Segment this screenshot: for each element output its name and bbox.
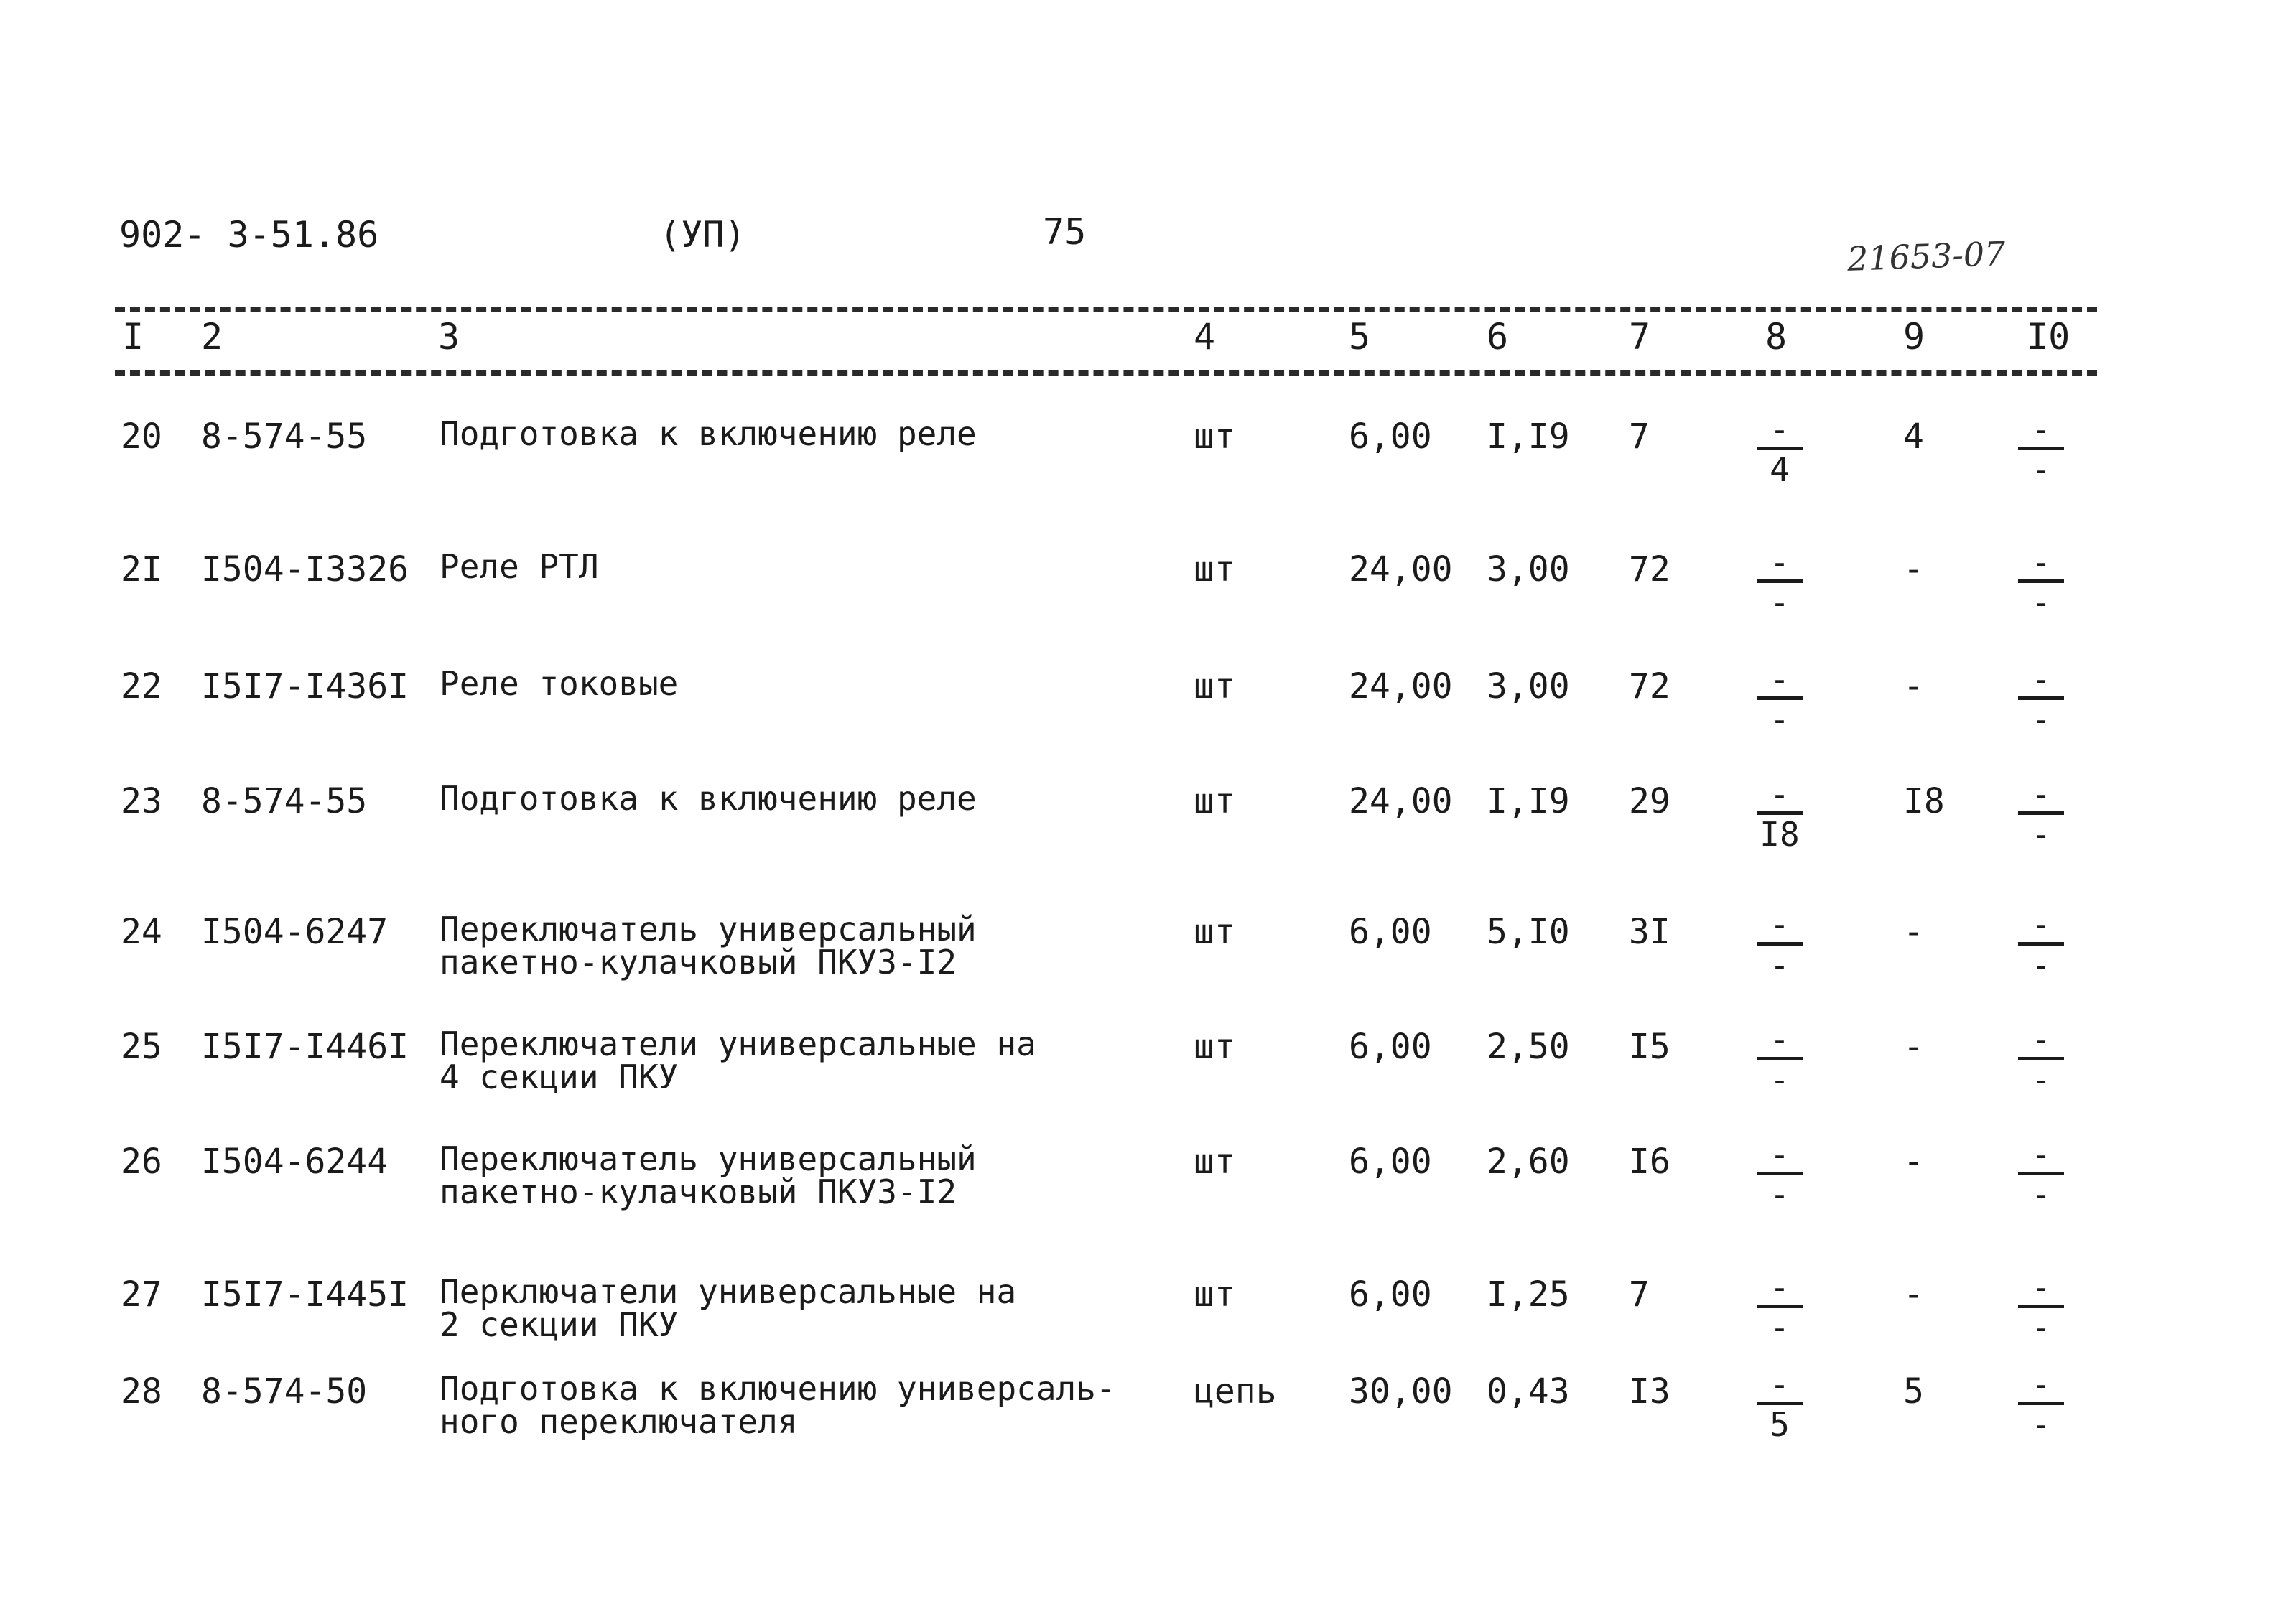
total-value: 7 bbox=[1629, 416, 1650, 457]
column-9-value: 4 bbox=[1903, 416, 1924, 457]
column-10-fraction bbox=[2018, 1020, 2064, 1099]
fraction-denominator: 5 bbox=[1770, 1405, 1790, 1444]
column-9-value: - bbox=[1903, 1027, 1924, 1067]
fraction-denominator: - bbox=[1770, 583, 1790, 622]
fraction-denominator: - bbox=[2031, 946, 2051, 984]
document-code: 902- 3-51.86 bbox=[119, 214, 379, 256]
price-code: I504-6247 bbox=[201, 912, 389, 952]
fraction-numerator: - bbox=[2031, 1268, 2051, 1307]
column-8-fraction bbox=[1757, 1268, 1803, 1347]
unit: шт bbox=[1194, 1142, 1235, 1182]
row-number: 20 bbox=[121, 416, 162, 457]
item-name-line: 4 секции ПКУ bbox=[440, 1058, 679, 1096]
price-code: 8-574-55 bbox=[201, 781, 368, 821]
item-name-line: Перключатели универсальные на bbox=[440, 1272, 1017, 1311]
column-number: 6 bbox=[1487, 316, 1509, 358]
fraction-numerator: - bbox=[2031, 1135, 2051, 1174]
item-name-line: Переключатели универсальные на bbox=[440, 1025, 1036, 1063]
column-8-fraction bbox=[1757, 775, 1803, 854]
fraction-numerator: - bbox=[1770, 905, 1790, 944]
unit-price-value: 0,43 bbox=[1487, 1371, 1570, 1412]
fraction-numerator: - bbox=[2031, 1020, 2051, 1059]
column-10-fraction bbox=[2018, 543, 2064, 622]
row-number: 28 bbox=[121, 1371, 162, 1412]
fraction-denominator: - bbox=[2031, 1060, 2051, 1099]
total-value: I3 bbox=[1629, 1371, 1670, 1412]
quantity-value: 6,00 bbox=[1349, 1027, 1432, 1067]
column-9-value: - bbox=[1903, 1274, 1924, 1315]
row-number: 23 bbox=[121, 781, 162, 821]
total-value: I6 bbox=[1629, 1142, 1670, 1182]
column-8-fraction bbox=[1757, 905, 1803, 984]
item-name-line: Подготовка к включению реле bbox=[440, 779, 977, 818]
item-name-line: пакетно-кулачковый ПКУЗ-I2 bbox=[440, 943, 957, 981]
fraction-numerator: - bbox=[1770, 1135, 1790, 1174]
item-name-line: Подготовка к включению универсаль- bbox=[440, 1369, 1116, 1408]
column-10-fraction bbox=[2018, 1365, 2064, 1444]
column-8-fraction bbox=[1757, 1365, 1803, 1444]
item-name-line: Переключатель универсальный bbox=[440, 910, 977, 948]
fraction-denominator: - bbox=[2031, 1405, 2051, 1444]
price-code: I5I7-I445I bbox=[201, 1274, 409, 1315]
unit-price-value: I,I9 bbox=[1487, 781, 1570, 821]
total-value: 72 bbox=[1629, 666, 1670, 706]
unit: шт bbox=[1194, 549, 1235, 589]
fraction-denominator: 4 bbox=[1770, 450, 1790, 489]
price-code: I504-6244 bbox=[201, 1142, 389, 1182]
unit: шт bbox=[1194, 1274, 1235, 1315]
fraction-denominator: - bbox=[2031, 583, 2051, 622]
fraction-denominator: - bbox=[1770, 1060, 1790, 1099]
fraction-numerator: - bbox=[1770, 1365, 1790, 1404]
total-value: I5 bbox=[1629, 1027, 1670, 1067]
unit-price-value: 2,60 bbox=[1487, 1142, 1570, 1182]
unit-price-value: 5,I0 bbox=[1487, 912, 1570, 952]
unit: шт bbox=[1194, 781, 1235, 821]
column-8-fraction bbox=[1757, 410, 1803, 489]
item-name-line: Переключатель универсальный bbox=[440, 1139, 977, 1178]
table-header-rule bbox=[115, 370, 2097, 376]
page-number: 75 bbox=[1043, 211, 1087, 253]
fraction-denominator: - bbox=[1770, 946, 1790, 984]
item-name-line: пакетно-кулачковый ПКУЗ-I2 bbox=[440, 1172, 957, 1211]
price-code: I5I7-I446I bbox=[201, 1027, 409, 1067]
quantity-value: 6,00 bbox=[1349, 1142, 1432, 1182]
fraction-numerator: - bbox=[1770, 775, 1790, 813]
fraction-denominator: I8 bbox=[1760, 815, 1800, 854]
column-number: 5 bbox=[1349, 316, 1371, 358]
column-10-fraction bbox=[2018, 1135, 2064, 1214]
quantity-value: 30,00 bbox=[1349, 1371, 1453, 1412]
fraction-numerator: - bbox=[2031, 905, 2051, 944]
column-8-fraction bbox=[1757, 1020, 1803, 1099]
column-8-fraction bbox=[1757, 543, 1803, 622]
fraction-denominator: - bbox=[1770, 1175, 1790, 1214]
quantity-value: 24,00 bbox=[1349, 781, 1453, 821]
row-number: 26 bbox=[121, 1142, 162, 1182]
fraction-denominator: - bbox=[2031, 1308, 2051, 1347]
column-9-value: - bbox=[1903, 549, 1924, 589]
fraction-denominator: - bbox=[2031, 815, 2051, 854]
unit-price-value: 3,00 bbox=[1487, 549, 1570, 589]
price-code: I504-I3326 bbox=[201, 549, 409, 589]
table-top-rule bbox=[115, 307, 2097, 312]
unit-price-value: 2,50 bbox=[1487, 1027, 1570, 1067]
unit-price-value: I,25 bbox=[1487, 1274, 1570, 1315]
quantity-value: 24,00 bbox=[1349, 666, 1453, 706]
quantity-value: 24,00 bbox=[1349, 549, 1453, 589]
column-number: 3 bbox=[438, 316, 460, 358]
total-value: 3I bbox=[1629, 912, 1670, 952]
unit: шт bbox=[1194, 416, 1235, 457]
column-9-value: - bbox=[1903, 666, 1924, 706]
row-number: 25 bbox=[121, 1027, 162, 1067]
fraction-numerator: - bbox=[1770, 1020, 1790, 1059]
unit: шт bbox=[1194, 666, 1235, 706]
fraction-denominator: - bbox=[2031, 1175, 2051, 1214]
column-10-fraction bbox=[2018, 660, 2064, 739]
fraction-denominator: - bbox=[1770, 700, 1790, 739]
item-name-line: Реле токовые bbox=[440, 664, 679, 703]
quantity-value: 6,00 bbox=[1349, 912, 1432, 952]
column-9-value: I8 bbox=[1903, 781, 1945, 821]
item-name-line: Подготовка к включению реле bbox=[440, 414, 977, 453]
fraction-numerator: - bbox=[1770, 1268, 1790, 1307]
price-code: 8-574-50 bbox=[201, 1371, 368, 1412]
column-9-value: 5 bbox=[1903, 1371, 1924, 1412]
column-number: 2 bbox=[201, 316, 223, 358]
item-name-line: Реле РТЛ bbox=[440, 547, 599, 586]
column-number: 9 bbox=[1903, 316, 1925, 358]
total-value: 7 bbox=[1629, 1274, 1650, 1315]
column-9-value: - bbox=[1903, 912, 1924, 952]
quantity-value: 6,00 bbox=[1349, 416, 1432, 457]
column-number: 7 bbox=[1629, 316, 1651, 358]
fraction-numerator: - bbox=[1770, 410, 1790, 449]
fraction-numerator: - bbox=[1770, 543, 1790, 582]
section-label: (УП) bbox=[659, 214, 746, 256]
archive-stamp-number: 21653-07 bbox=[1846, 234, 2007, 279]
row-number: 2I bbox=[121, 549, 162, 589]
column-number: I bbox=[122, 316, 144, 358]
column-10-fraction bbox=[2018, 905, 2064, 984]
fraction-numerator: - bbox=[2031, 543, 2051, 582]
item-name-line: ного переключателя bbox=[440, 1402, 798, 1441]
unit: цепь bbox=[1194, 1371, 1277, 1412]
fraction-denominator: - bbox=[2031, 450, 2051, 489]
item-name-line: 2 секции ПКУ bbox=[440, 1305, 679, 1344]
column-number: 8 bbox=[1765, 316, 1788, 358]
row-number: 22 bbox=[121, 666, 162, 706]
total-value: 29 bbox=[1629, 781, 1670, 821]
column-9-value: - bbox=[1903, 1142, 1924, 1182]
column-10-fraction bbox=[2018, 410, 2064, 489]
fraction-numerator: - bbox=[2031, 1365, 2051, 1404]
total-value: 72 bbox=[1629, 549, 1670, 589]
fraction-denominator: - bbox=[2031, 700, 2051, 739]
quantity-value: 6,00 bbox=[1349, 1274, 1432, 1315]
price-code: I5I7-I436I bbox=[201, 666, 409, 706]
price-code: 8-574-55 bbox=[201, 416, 368, 457]
unit: шт bbox=[1194, 1027, 1235, 1067]
row-number: 24 bbox=[121, 912, 162, 952]
unit-price-value: I,I9 bbox=[1487, 416, 1570, 457]
column-10-fraction bbox=[2018, 775, 2064, 854]
column-number: I0 bbox=[2027, 316, 2070, 358]
fraction-numerator: - bbox=[2031, 775, 2051, 813]
unit: шт bbox=[1194, 912, 1235, 952]
unit-price-value: 3,00 bbox=[1487, 666, 1570, 706]
column-number: 4 bbox=[1194, 316, 1216, 358]
fraction-numerator: - bbox=[1770, 660, 1790, 699]
column-8-fraction bbox=[1757, 1135, 1803, 1214]
column-8-fraction bbox=[1757, 660, 1803, 739]
fraction-denominator: - bbox=[1770, 1308, 1790, 1347]
fraction-numerator: - bbox=[2031, 660, 2051, 699]
row-number: 27 bbox=[121, 1274, 162, 1315]
column-10-fraction bbox=[2018, 1268, 2064, 1347]
fraction-numerator: - bbox=[2031, 410, 2051, 449]
